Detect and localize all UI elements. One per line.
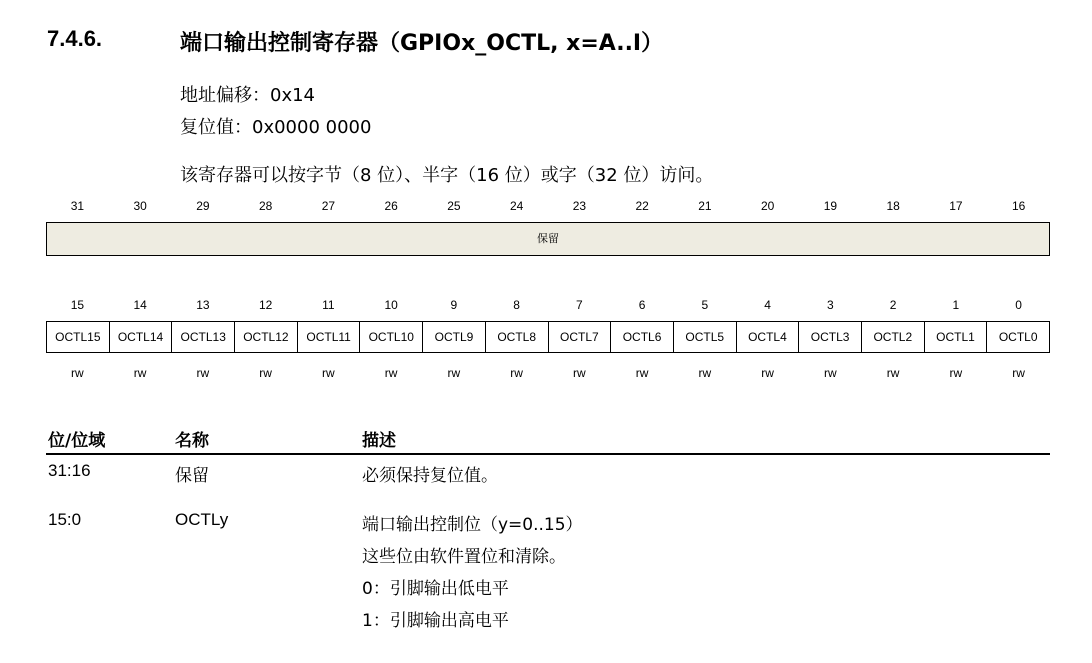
access-note: 该寄存器可以按字节（8 位）、半字（16 位）或字（32 位）访问。 xyxy=(180,165,714,186)
field-cell: OCTL0 xyxy=(987,322,1050,352)
header-description: 描述 xyxy=(362,431,396,451)
field-cell: OCTL3 xyxy=(799,322,862,352)
access-type: rw xyxy=(635,366,649,380)
row2-description-line3: 0：引脚输出低电平 xyxy=(362,579,509,599)
access-type: rw xyxy=(71,366,84,380)
bit-number: 4 xyxy=(764,298,771,312)
bit-number: 5 xyxy=(701,298,709,312)
field-cell: OCTL7 xyxy=(549,322,612,352)
access-type: rw xyxy=(510,366,523,380)
field-cell: OCTL8 xyxy=(486,322,549,352)
field-cell: OCTL14 xyxy=(110,322,173,352)
bit-number: 0 xyxy=(1015,298,1022,312)
access-type: rw xyxy=(698,366,712,380)
bit-number: 19 xyxy=(823,199,838,213)
section-number: 7.4.6. xyxy=(47,26,103,51)
bit-number: 3 xyxy=(827,298,834,312)
bit-number: 12 xyxy=(258,298,273,312)
access-type: rw xyxy=(761,366,774,380)
bit-number: 18 xyxy=(886,199,900,213)
header-divider xyxy=(46,453,1050,455)
access-row xyxy=(46,366,1050,380)
access-type: rw xyxy=(447,366,461,380)
bit-number: 15 xyxy=(70,298,85,312)
row1-name: 保留 xyxy=(175,466,209,486)
bit-number: 21 xyxy=(698,199,712,213)
row2-name: OCTLy xyxy=(175,510,229,529)
access-type: rw xyxy=(949,366,963,380)
bit-number: 1 xyxy=(952,298,960,312)
bit-number: 10 xyxy=(384,298,398,312)
bit-number: 16 xyxy=(1011,199,1026,213)
access-type: rw xyxy=(322,366,335,380)
field-cell: OCTL1 xyxy=(925,322,988,352)
bit-number: 14 xyxy=(133,298,147,312)
row2-description-line2: 这些位由软件置位和清除。 xyxy=(362,547,566,567)
bit-number: 17 xyxy=(949,199,963,213)
bit-number: 2 xyxy=(889,298,897,312)
reset-value: 复位值：0x0000 0000 xyxy=(180,117,372,138)
row2-description-line4: 1：引脚输出高电平 xyxy=(362,611,509,631)
row1-description: 必须保持复位值。 xyxy=(362,466,498,486)
bit-number: 11 xyxy=(322,298,335,312)
row2-description-line1: 端口输出控制位（y=0..15） xyxy=(362,515,583,535)
access-type: rw xyxy=(384,366,398,380)
bit-number: 28 xyxy=(258,199,273,213)
field-cell: OCTL13 xyxy=(172,322,235,352)
access-type: rw xyxy=(824,366,837,380)
field-cell: OCTL12 xyxy=(235,322,298,352)
bit-number: 25 xyxy=(447,199,461,213)
address-offset: 地址偏移：0x14 xyxy=(180,85,316,106)
access-type: rw xyxy=(196,366,210,380)
field-cell: OCTL9 xyxy=(423,322,486,352)
bit-number: 29 xyxy=(196,199,210,213)
row2-bits: 15:0 xyxy=(48,510,82,529)
upper-bit-numbers xyxy=(46,199,1050,213)
bit-number: 26 xyxy=(384,199,398,213)
field-cell: OCTL6 xyxy=(611,322,674,352)
bit-number: 31 xyxy=(70,199,85,213)
bit-number: 27 xyxy=(321,199,336,213)
bit-number: 23 xyxy=(572,199,587,213)
field-cell: OCTL15 xyxy=(47,322,110,352)
bit-number: 24 xyxy=(509,199,524,213)
access-type: rw xyxy=(133,366,147,380)
field-cell: OCTL11 xyxy=(298,322,361,352)
row1-bits: 31:16 xyxy=(48,461,91,480)
bit-number: 22 xyxy=(635,199,649,213)
reserved-field: 保留 xyxy=(46,222,1050,256)
header-bits: 位/位域 xyxy=(48,431,106,451)
bit-number: 6 xyxy=(638,298,646,312)
bit-number: 13 xyxy=(196,298,210,312)
section-title: 端口输出控制寄存器（GPIOx_OCTL, x=A..I） xyxy=(180,31,664,56)
bit-number: 9 xyxy=(450,298,458,312)
field-cell: OCTL5 xyxy=(674,322,737,352)
field-cell: OCTL10 xyxy=(360,322,423,352)
access-type: rw xyxy=(259,366,272,380)
access-type: rw xyxy=(1012,366,1025,380)
bit-number: 20 xyxy=(760,199,775,213)
lower-bit-numbers xyxy=(46,298,1050,312)
access-type: rw xyxy=(886,366,900,380)
field-cell: OCTL2 xyxy=(862,322,925,352)
field-cell: OCTL4 xyxy=(737,322,800,352)
bit-number: 7 xyxy=(576,298,583,312)
field-row xyxy=(46,321,1050,353)
bit-number: 8 xyxy=(513,298,520,312)
access-type: rw xyxy=(573,366,586,380)
bit-number: 30 xyxy=(133,199,147,213)
header-name: 名称 xyxy=(175,431,209,451)
